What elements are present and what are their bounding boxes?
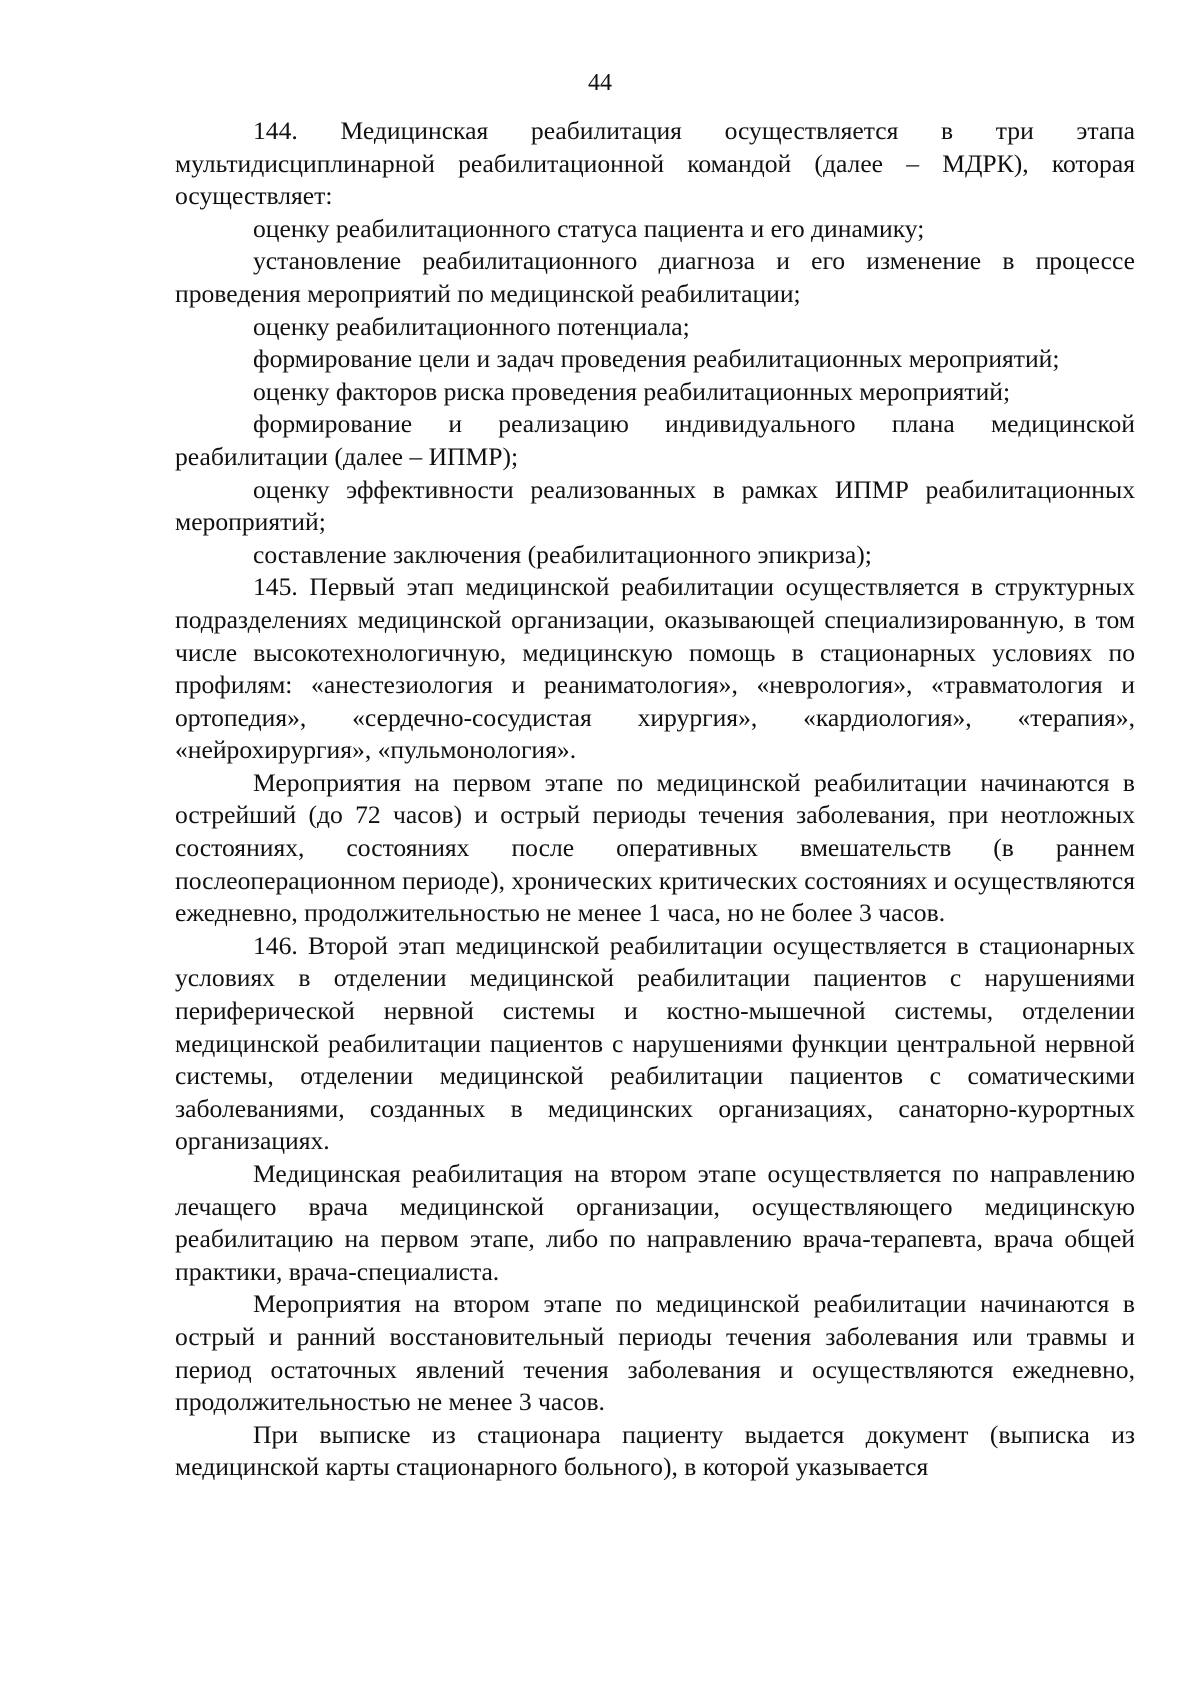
page-number: 44 [588,70,612,96]
paragraph-146: 146. Второй этап медицинской реабилитации осуществляется в стационарных условиях в отделении медицинской реабилитации пациентов с нарушениями периферической нервной системы и костно-мышечной системы, отделении медицинской реабилитации пациентов с нарушениями функции центральной нервной системы, отделении медицинской реабилитации пациентов с соматическими заболеваниями, созданных в медицинских организациях, санаторно-курортных организациях. [175,930,1135,1156]
paragraph: Мероприятия на втором этапе по медицинской реабилитации начинаются в острый и ранний восстановительный периоды течения заболевания или травмы и период остаточных явлений течения заболевания и осуществляются ежедневно, продолжительностью не менее 3 часов. [175,1289,1135,1417]
list-item: оценку реабилитационного потенциала; [253,311,690,341]
list-item: оценку эффективности реализованных в рамках ИПМР реабилитационных мероприятий; [175,474,1135,537]
document-body [175,115,1135,1484]
paragraph: Мероприятия на первом этапе по медицинской реабилитации начинаются в острейший (до 72 часов) и острый периоды течения заболевания, при неотложных состояниях, состояниях после оперативных вмешательств (в раннем послеоперационном периоде), хронических критических состояниях и осуществляются ежедневно, продолжительностью не менее 1 часа, но не более 3 часов. [175,767,1135,928]
paragraph-144: 144. Медицинская реабилитация осуществляется в три этапа мультидисциплинарной реабилитационной командой (далее – МДРК), которая осуществляет: [175,116,1135,211]
paragraph: При выписке из стационара пациенту выдается документ (выписка из медицинской карты стационарного больного), в которой указывается [175,1419,1135,1482]
paragraph-145: 145. Первый этап медицинской реабилитации осуществляется в структурных подразделениях медицинской организации, оказывающей специализированную, в том числе высокотехнологичную, медицинскую помощь в стационарных условиях по профилям: «анестезиология и реаниматология», «неврология», «травматология и ортопедия», «сердечно-сосудистая хирургия», «кардиология», «терапия», «нейрохирургия», «пульмонология». [175,572,1135,765]
list-item: формирование цели и задач проведения реабилитационных мероприятий; [253,344,1060,374]
list-item: оценку факторов риска проведения реабилитационных мероприятий; [253,376,1011,406]
paragraph: Медицинская реабилитация на втором этапе осуществляется по направлению лечащего врача медицинской организации, осуществляющего медицинскую реабилитацию на первом этапе, либо по направлению врача-терапевта, врача общей практики, врача-специалиста. [175,1159,1135,1286]
list-item: оценку реабилитационного статуса пациента и его динамику; [253,213,925,243]
list-item: формирование и реализацию индивидуального плана медицинской реабилитации (далее – ИПМР); [175,409,1135,471]
list-item: установление реабилитационного диагноза и его изменение в процессе проведения мероприятий по медицинской реабилитации; [175,246,1135,308]
list-item: составление заключения (реабилитационного эпикриза); [253,539,872,569]
